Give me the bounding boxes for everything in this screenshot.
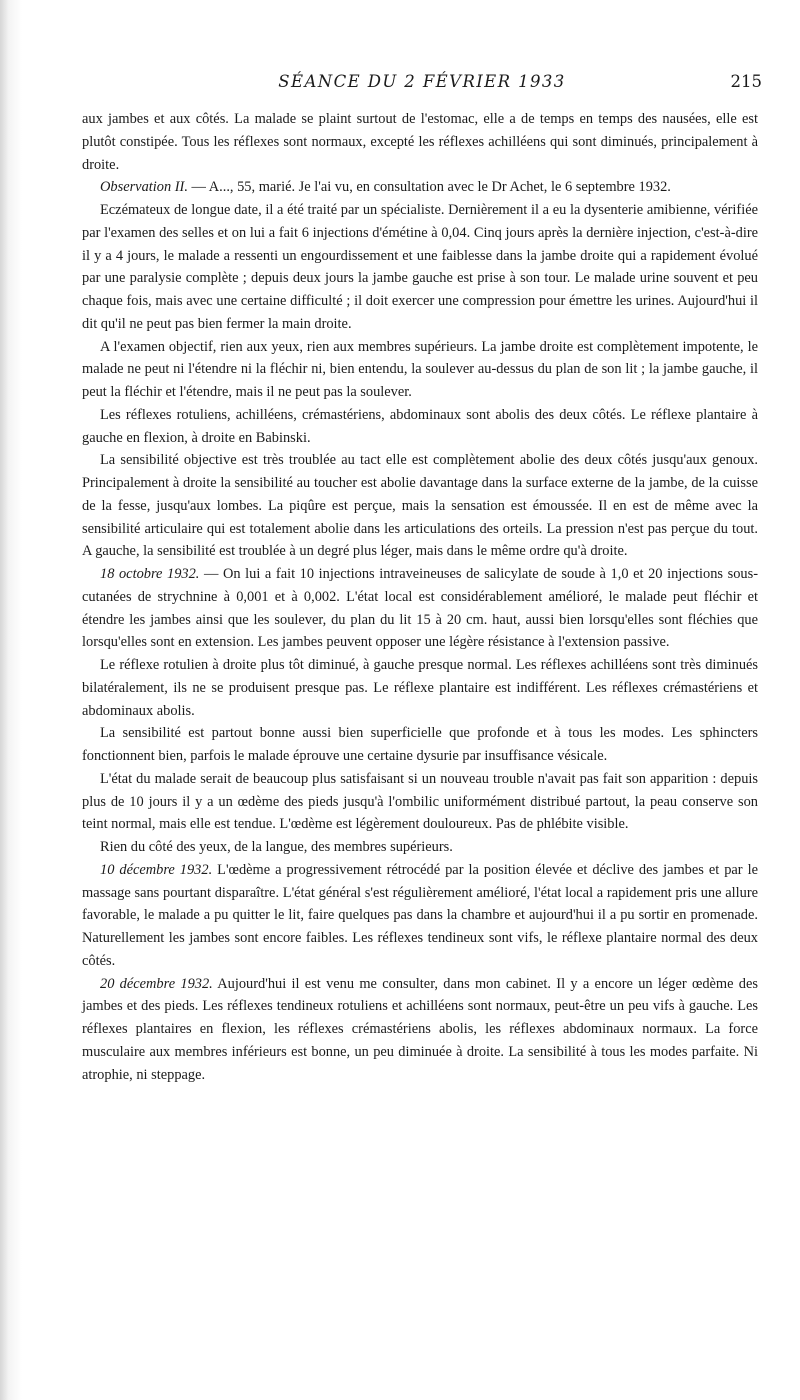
article-body (82, 108, 758, 1086)
running-header (82, 72, 762, 96)
paragraph: Les réflexes rotuliens, achilléens, crémastériens, abdominaux sont abolis des deux côtés. Le réflexe plantaire à gauche en flexion, à droite en Babinski. (82, 406, 758, 446)
paragraph: A l'examen objectif, rien aux yeux, rien aux membres supérieurs. La jambe droite est complètement impotente, le malade ne peut ni l'étendre ni la fléchir ni, bien entendu, la soulever au-dessus du plan de son lit ; la jambe gauche, il peut la fléchir et l'étendre, mais il ne peut pas la soulever. (82, 338, 758, 400)
paragraph: La sensibilité objective est très troublée au tact elle est complètement abolie des deux côtés jusqu'aux genoux. Principalement à droite la sensibilité au toucher est abolie davantage dans la surface externe de la jambe, de la cuisse de la fesse, jusqu'aux lombes. La piqûre est perçue, mais la sensation est émoussée. Il en est de même avec la sensibilité articulaire qui est totalement abolie dans les articulations des orteils. La pression n'est pas perçue du tout. A gauche, la sensibilité est troublée à un degré plus léger, mais dans le même ordre qu'à droite. (82, 452, 758, 560)
paragraph: Rien du côté des yeux, de la langue, des membres supérieurs. (100, 839, 453, 855)
paragraph: Le réflexe rotulien à droite plus tôt diminué, à gauche presque normal. Les réflexes achilléens sont très diminués bilatéralement, ils ne se produisent presque pas. Le réflexe plantaire est indifférent. Les réflexes crémastériens et abdominaux abolis. (82, 657, 758, 719)
paragraph: aux jambes et aux côtés. La malade se plaint surtout de l'estomac, elle a de temps en temps des nausées, elle est plutôt constipée. Tous les réflexes sont normaux, excepté les réflexes achilléens qui sont diminués, principalement à droite. (82, 111, 758, 173)
paragraph-dated-entry: 20 décembre 1932. Aujourd'hui il est venu me consulter, dans mon cabinet. Il y a encore un léger œdème des jambes et des pieds. Les réflexes tendineux rotuliens et achilléens sont normaux, peut-être un peu vifs à gauche. Les réflexes plantaires en flexion, les réflexes crémastériens abolis, les réflexes abdominaux normaux. La force musculaire aux membres inférieurs est bonne, un peu diminuée à droite. La sensibilité à tous les modes parfaite. Ni atrophie, ni steppage. (82, 975, 758, 1083)
page-gutter-shadow (0, 0, 22, 1400)
paragraph-observation-heading: Observation II. — A..., 55, marié. Je l'ai vu, en consultation avec le Dr Achet, le 6 septembre 1932. (100, 179, 671, 196)
paragraph: L'état du malade serait de beaucoup plus satisfaisant si un nouveau trouble n'avait pas fait son apparition : depuis plus de 10 jours il y a un œdème des pieds jusqu'à l'ombilic uniformément distribué partout, la peau conserve son teint normal, mais elle est tendue. L'œdème est légèrement douloureux. Pas de phlébite visible. (82, 770, 758, 833)
paragraph: La sensibilité est partout bonne aussi bien superficielle que profonde et à tous les modes. Les sphincters fonctionnent bien, parfois le malade éprouve une certaine dysurie par insuffisance vésicale. (82, 725, 758, 764)
paragraph-dated-entry: 10 décembre 1932. L'œdème a progressivement rétrocédé par la position élevée et déclive des jambes et par le massage sans pourtant disparaître. L'état général s'est régulièrement amélioré, l'état local a rapidement pris une allure favorable, le malade a pu quitter le lit, faire quelques pas dans la chambre et aujourd'hui il a pu sortir en promenade. Naturellement les jambes sont encore faibles. Les réflexes tendineux sont vifs, le réflexe plantaire normal des deux côtés. (82, 861, 758, 969)
page-number: 215 (730, 72, 762, 91)
paragraph: Eczémateux de longue date, il a été traité par un spécialiste. Dernièrement il a eu la dysenterie amibienne, vérifiée par l'examen des selles et on lui a fait 6 injections d'émétine à 0,04. Cinq jours après la dernière injection, c'est-à-dire il y a 4 jours, le malade a ressenti un engourdissement et une faiblesse dans la jambe droite qui a rapidement évolué par une paralysie complète ; depuis deux jours la jambe gauche est prise à son tour. Le malade urine souvent et peu chaque fois, mais avec une certaine difficulté ; il doit exercer une compression pour émettre les urines. Aujourd'hui il dit qu'il ne peut pas bien fermer la main droite. (82, 202, 758, 332)
running-title: SÉANCE DU 2 FÉVRIER 1933 (278, 72, 566, 91)
paragraph-dated-entry: 18 octobre 1932. — On lui a fait 10 injections intraveineuses de salicylate de soude à 1,0 et 20 injections sous-cutanées de strychnine à 0,001 et à 0,002. L'état local est considérablement amélioré, le malade peut fléchir et étendre les jambes ainsi que les soulever, du plan du lit 15 à 20 cm. haut, aussi bien lorsqu'elles sont fléchies que lorsqu'elles sont en extension. Les jambes peuvent opposer une légère résistance à l'extension passive. (82, 566, 759, 651)
